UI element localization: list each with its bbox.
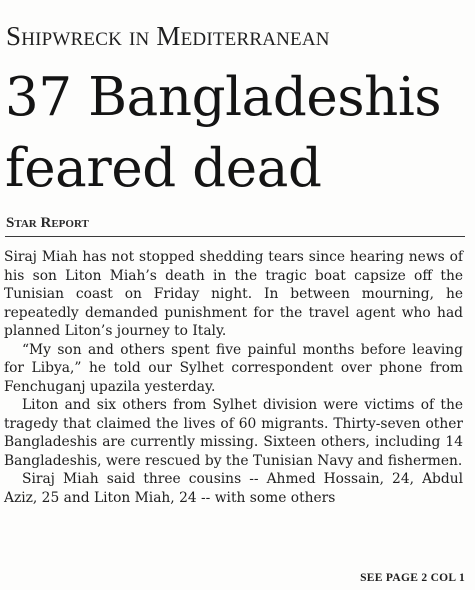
article-body bbox=[4, 248, 463, 507]
article-paragraph: “My son and others spent five painful months before leaving for Libya,” he told our Sylhet correspondent over phone from Fenchuganj upazila yesterday. bbox=[4, 341, 463, 395]
article-paragraph: Liton and six others from Sylhet division were victims of the tragedy that claimed the lives of 60 migrants. Thirty-seven other Bangladeshis are currently missing. Sixteen others, including 14 Bangladeshis, were rescued by the Tunisian Navy and fishermen. bbox=[4, 397, 463, 469]
headline: 37 Bangladeshis feared dead bbox=[5, 67, 442, 199]
kicker: Shipwreck in Mediterranean bbox=[6, 21, 330, 51]
article-paragraph: Siraj Miah has not stopped shedding tears since hearing news of his son Liton Miah’s death in the tragic boat capsize off the Tunisian coast on Friday night. In between mourning, he repeatedly demanded punishment for the travel agent who had planned Liton’s journey to Italy. bbox=[4, 249, 463, 339]
byline-divider bbox=[5, 236, 465, 237]
article-paragraph: Siraj Miah said three cousins -- Ahmed Hossain, 24, Abdul Aziz, 25 and Liton Miah, 24 -- with some others bbox=[4, 471, 463, 506]
byline: Star Report bbox=[6, 215, 89, 231]
continuation-line: SEE PAGE 2 COL 1 bbox=[360, 572, 465, 584]
